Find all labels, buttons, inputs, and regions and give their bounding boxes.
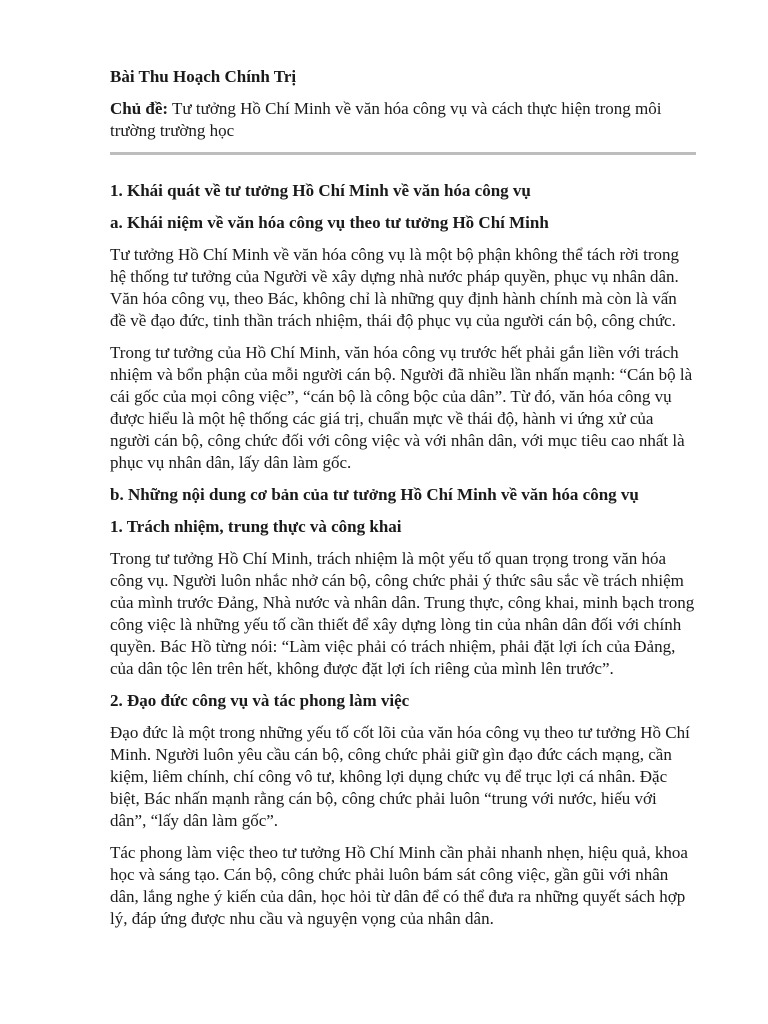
item-2-heading: 2. Đạo đức công vụ và tác phong làm việc: [110, 691, 410, 710]
section-1a-heading: a. Khái niệm về văn hóa công vụ theo tư tưởng Hồ Chí Minh: [110, 213, 549, 232]
item-1-paragraph: Trong tư tưởng Hồ Chí Minh, trách nhiệm là một yếu tố quan trọng trong văn hóa công vụ. Người luôn nhắc nhở cán bộ, công chức phải ý thức sâu sắc về trách nhiệm của mình trước Đảng, Nhà nước và nhân dân. Trung thực, công khai, minh bạch trong công việc là những yếu tố cần thiết để xây dựng lòng tin của nhân dân đối với chính quyền. Bác Hồ từng nói: “Làm việc phải có trách nhiệm, phải đặt lợi ích của Đảng, của dân tộc lên trên hết, không được đặt lợi ích riêng của mình lên trước”.: [110, 549, 695, 678]
item-2-paragraph-2: Tác phong làm việc theo tư tưởng Hồ Chí Minh cần phải nhanh nhẹn, hiệu quả, khoa học và sáng tạo. Cán bộ, công chức phải luôn bám sát công việc, gần gũi với nhân dân, lắng nghe ý kiến của dân, học hỏi từ dân để có thể đưa ra những quyết sách hợp lý, đáp ứng được nhu cầu và nguyện vọng của nhân dân.: [110, 843, 688, 928]
item-2-paragraph-1: Đạo đức là một trong những yếu tố cốt lõi của văn hóa công vụ theo tư tưởng Hồ Chí Minh. Người luôn yêu cầu cán bộ, công chức phải giữ gìn đạo đức cách mạng, cần kiệm, liêm chính, chí công vô tư, không lợi dụng chức vụ để trục lợi cá nhân. Đặc biệt, Bác nhấn mạnh rằng cán bộ, công chức phải luôn “trung với nước, hiếu với dân”, “lấy dân làm gốc”.: [110, 723, 690, 830]
document-title: Bài Thu Hoạch Chính Trị: [110, 67, 297, 86]
section-1b-heading: b. Những nội dung cơ bản của tư tưởng Hồ Chí Minh về văn hóa công vụ: [110, 485, 639, 504]
item-1-heading: 1. Trách nhiệm, trung thực và công khai: [110, 517, 402, 536]
section-1-heading: 1. Khái quát về tư tưởng Hồ Chí Minh về văn hóa công vụ: [110, 181, 531, 200]
topic-text: Tư tưởng Hồ Chí Minh về văn hóa công vụ và cách thực hiện trong môi trường trường học: [110, 99, 662, 140]
section-1a-paragraph-1: Tư tưởng Hồ Chí Minh về văn hóa công vụ là một bộ phận không thể tách rời trong hệ thống tư tưởng của Người về xây dựng nhà nước pháp quyền, phục vụ nhân dân. Văn hóa công vụ, theo Bác, không chỉ là những quy định hành chính mà còn là vấn đề về đạo đức, tinh thần trách nhiệm, thái độ phục vụ của người cán bộ, công chức.: [110, 245, 679, 330]
topic-label: Chủ đề:: [110, 99, 169, 118]
divider: [110, 152, 696, 155]
section-1a-paragraph-2: Trong tư tưởng của Hồ Chí Minh, văn hóa công vụ trước hết phải gắn liền với trách nhiệm và bổn phận của mỗi người cán bộ. Người đã nhiều lần nhấn mạnh: “Cán bộ là cái gốc của mọi công việc”, “cán bộ là công bộc của dân”. Từ đó, văn hóa công vụ được hiểu là một hệ thống các giá trị, chuẩn mực về thái độ, hành vi ứng xử của người cán bộ, công chức đối với công việc và với nhân dân, với mục tiêu cao nhất là phục vụ nhân dân, lấy dân làm gốc.: [110, 343, 693, 472]
document-topic: [110, 98, 696, 142]
